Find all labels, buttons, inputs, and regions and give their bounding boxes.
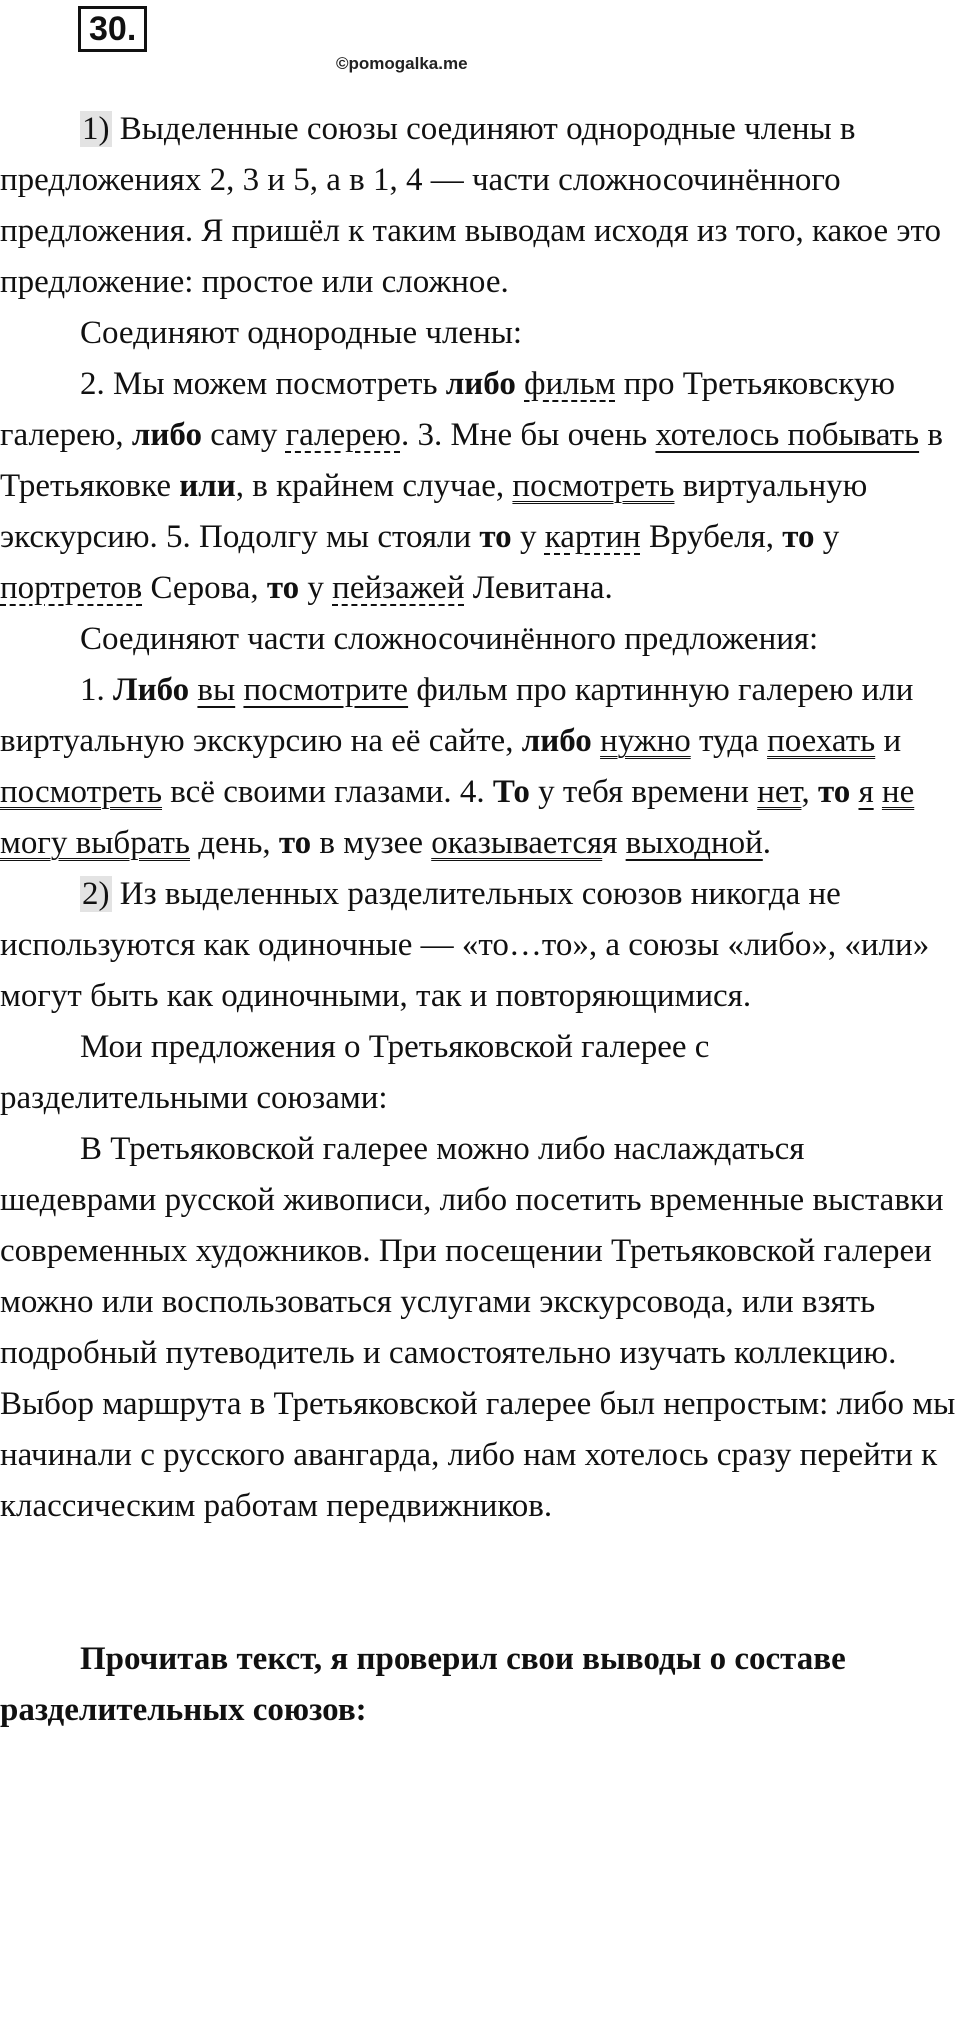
object-word: галерею	[285, 417, 401, 453]
text-run: виртуальную экскурсию. 5. Подолгу мы стояли	[0, 468, 868, 555]
paragraph-1	[0, 104, 960, 308]
conjunction: Либо	[113, 672, 190, 708]
text-run: , в крайнем случае,	[235, 468, 513, 504]
text-run: я	[602, 825, 626, 861]
predicate-word: оказывается	[431, 825, 603, 861]
paragraph-3	[0, 359, 960, 614]
answer-text	[0, 104, 960, 1736]
predicate-word: не могу выбрать	[0, 774, 915, 861]
predicate-word: нет	[757, 774, 802, 810]
text-run: у	[814, 519, 840, 555]
text-run: 1.	[80, 672, 113, 708]
text-run: и	[875, 723, 902, 759]
subject-word: вы	[197, 672, 236, 708]
predicate-word: посмотрите	[243, 672, 409, 708]
object-word: картин	[544, 519, 641, 555]
text-run: в Третьяковке	[0, 417, 943, 504]
conjunction: то	[782, 519, 815, 555]
paragraph-4: Соединяют части сложносочинённого предложения:	[80, 621, 819, 657]
conjunction: либо	[445, 366, 516, 402]
text-run	[592, 723, 600, 759]
item-number: 1)	[82, 111, 110, 147]
text-run: ,	[801, 774, 818, 810]
predicate-word: нужно	[600, 723, 691, 759]
object-word: пейзажей	[332, 570, 465, 606]
conjunction: То	[492, 774, 530, 810]
subject-word: выходной	[625, 825, 763, 861]
text-run: . 3. Мне бы очень	[400, 417, 656, 453]
text-run	[516, 366, 524, 402]
predicate-word: посмотреть	[512, 468, 675, 504]
text-run: у тебя времени	[529, 774, 758, 810]
text-run: про Третьяковскую галерею,	[0, 366, 896, 453]
predicate-word: хотелось побывать	[655, 417, 920, 453]
conjunction: то	[817, 774, 851, 810]
text-run: день,	[189, 825, 279, 861]
predicate-word: поехать	[767, 723, 876, 759]
watermark: ©pomogalka.me	[336, 54, 468, 73]
text-run: Серова,	[142, 570, 267, 606]
final-statement: Прочитав текст, я проверил свои выводы о составе разделительных союзов:	[0, 1641, 846, 1728]
paragraph-2: Соединяют однородные члены:	[80, 315, 523, 351]
text-run: Левитана.	[464, 570, 613, 606]
paragraph-8: В Третьяковской галерее можно либо наслаждаться шедеврами русской живописи, либо посетить временные выставки современных художников. При посещении Третьяковской галереи можно или воспользоваться услугами экскурсовода, или взять подробный путеводитель и самостоятельно изучать коллекцию.	[0, 1131, 944, 1371]
text-run: 2. Мы можем посмотреть	[80, 366, 446, 402]
text-run: у	[511, 519, 545, 555]
subject-word: я	[858, 774, 874, 810]
text-run: .	[762, 825, 772, 861]
text-run: фильм про картинную галерею или виртуальную экскурсию на её сайте,	[0, 672, 914, 759]
text-run	[874, 774, 882, 810]
text-run: туда	[690, 723, 768, 759]
object-word: фильм	[524, 366, 616, 402]
conjunction: либо	[521, 723, 592, 759]
task-number: 30.	[78, 6, 147, 52]
paragraph-text: Из выделенных разделительных союзов никогда не используются как одиночные — «то…то», а союзы «либо», «или» могут быть как одиночными, так и повторяющимися.	[0, 876, 930, 1014]
text-run: в музее	[311, 825, 432, 861]
text-run: Врубеля,	[640, 519, 783, 555]
conjunction: то	[266, 570, 300, 606]
text-run: у	[299, 570, 333, 606]
paragraph-text: Выделенные союзы соединяют однородные члены в предложениях 2, 3 и 5, а в 1, 4 — части сложносочинённого предложения. Я пришёл к таким выводам исходя из того, какое это предложение: простое или сложное.	[0, 111, 941, 300]
item-number: 2)	[82, 876, 110, 912]
conjunction: или	[179, 468, 236, 504]
text-run: всё своими глазами. 4.	[162, 774, 493, 810]
text-run: саму	[201, 417, 286, 453]
paragraph-5	[0, 665, 960, 869]
conjunction: то	[479, 519, 512, 555]
paragraph-9: Выбор маршрута в Третьяковской галерее был непростым: либо мы начинали с русского авангарда, либо нам хотелось сразу перейти к классическим работам передвижников.	[0, 1386, 956, 1524]
spacer	[0, 1532, 960, 1634]
paragraph-7: Мои предложения о Третьяковской галерее с разделительными союзами:	[0, 1029, 710, 1116]
paragraph-6	[0, 869, 960, 1022]
conjunction: либо	[131, 417, 202, 453]
object-word: портретов	[0, 570, 143, 606]
predicate-word: посмотреть	[0, 774, 163, 810]
conjunction: то	[278, 825, 312, 861]
